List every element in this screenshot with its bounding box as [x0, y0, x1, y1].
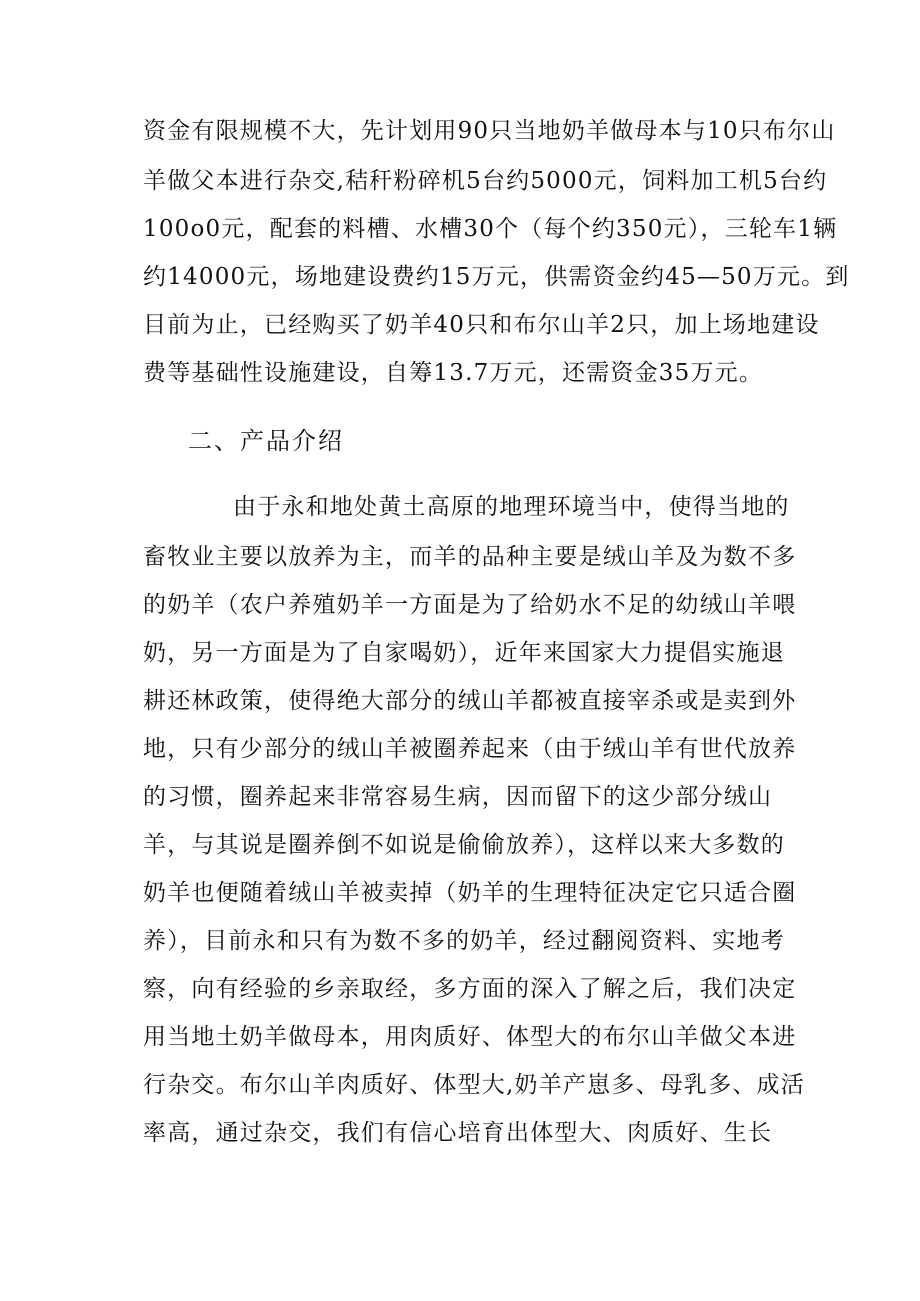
paragraph-2-line: 的奶羊（农户养殖奶羊一方面是为了给奶水不足的幼绒山羊喂	[143, 592, 797, 618]
paragraph-2-line: 地，只有少部分的绒山羊被圈养起来（由于绒山羊有世代放养	[143, 736, 797, 762]
paragraph-2-line: 行杂交。布尔山羊肉质好、体型大,奶羊产崽多、母乳多、成活	[143, 1072, 805, 1098]
paragraph-2-line: 畜牧业主要以放养为主，而羊的品种主要是绒山羊及为数不多	[143, 544, 797, 570]
paragraph-2-line: 奶羊也便随着绒山羊被卖掉（奶羊的生理特征决定它只适合圈	[143, 880, 797, 906]
paragraph-2-line: 率高，通过杂交，我们有信心培育出体型大、肉质好、生长	[143, 1120, 773, 1146]
paragraph-2-line: 耕还林政策，使得绝大部分的绒山羊都被直接宰杀或是卖到外	[143, 688, 797, 714]
paragraph-2-line: 的习惯，圈养起来非常容易生病，因而留下的这少部分绒山	[143, 784, 773, 810]
paragraph-2-line: 察，向有经验的乡亲取经，多方面的深入了解之后，我们决定	[143, 976, 797, 1002]
paragraph-1-line: 100o0元，配套的料槽、水槽30个（每个约350元），三轮车1辆	[143, 216, 838, 242]
paragraph-2-line: 羊，与其说是圈养倒不如说是偷偷放养），这样以来大多数的	[143, 832, 785, 858]
paragraph-2-line: 养），目前永和只有为数不多的奶羊，经过翻阅资料、实地考	[143, 928, 785, 954]
section-heading: 二、产品介绍	[188, 427, 344, 455]
paragraph-1-line: 资金有限规模不大，先计划用90只当地奶羊做母本与10只布尔山	[143, 118, 836, 144]
paragraph-1-line: 约14000元，场地建设费约15万元，供需资金约45—50万元。到	[143, 264, 850, 290]
paragraph-2-line: 奶，另一方面是为了自家喝奶），近年来国家大力提倡实施退	[143, 640, 785, 666]
paragraph-2-line: 由于永和地处黄土高原的地理环境当中，使得当地的	[233, 494, 790, 520]
paragraph-1-line: 目前为止，已经购买了奶羊40只和布尔山羊2只，加上场地建设	[143, 312, 820, 338]
paragraph-1-line: 羊做父本进行杂交,秸秆粉碎机5台约5000元，饲料加工机5台约	[143, 168, 828, 194]
paragraph-1-line: 费等基础性设施建设，自筹13.7万元，还需资金35万元。	[143, 360, 764, 386]
paragraph-2-line: 用当地土奶羊做母本，用肉质好、体型大的布尔山羊做父本进	[143, 1024, 797, 1050]
